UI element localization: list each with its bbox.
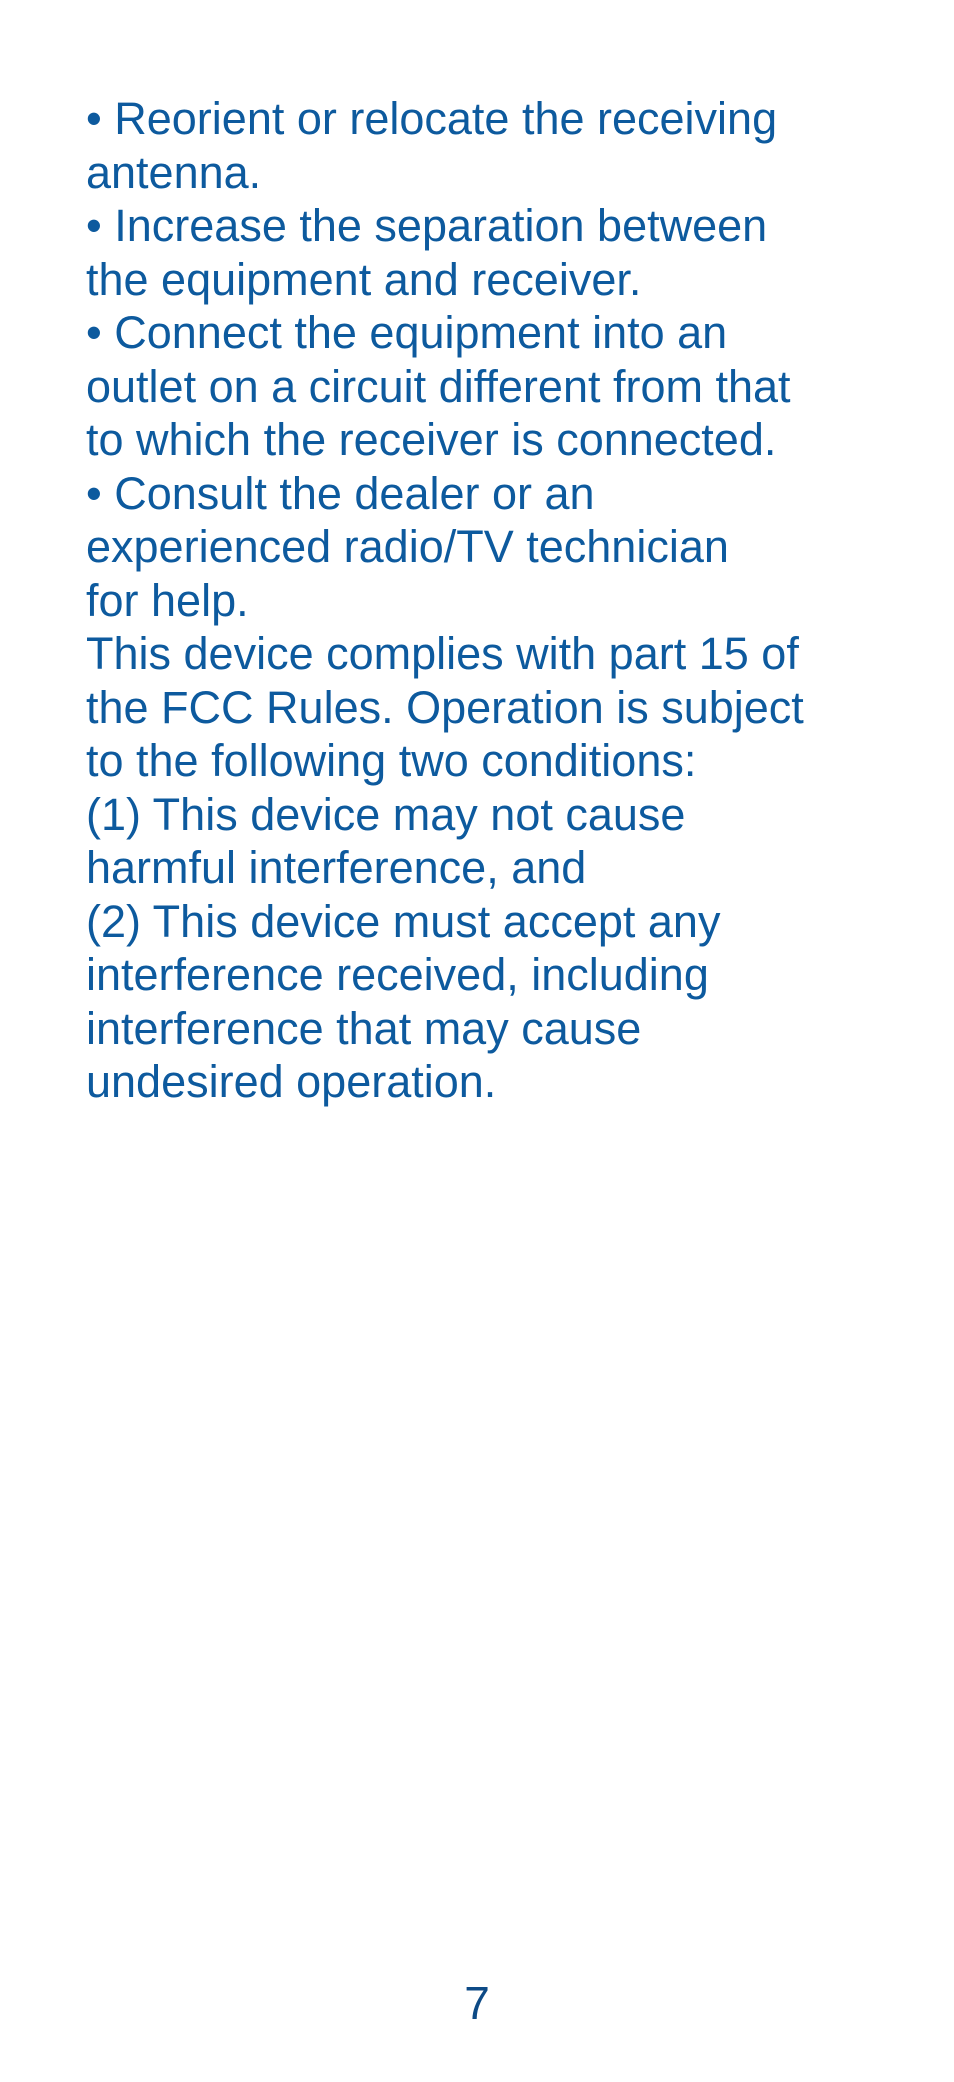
- condition-2-line-4: undesired operation.: [86, 1056, 497, 1107]
- bullet-connect-outlet-line-1: • Connect the equipment into an: [86, 307, 728, 358]
- condition-2-line-3: interference that may cause: [86, 1002, 642, 1054]
- bullet-consult-dealer-line-1: • Consult the dealer or an: [86, 467, 595, 519]
- fcc-statement-line-3: to the following two conditions:: [86, 735, 697, 786]
- condition-2-line-1: (2) This device must accept any: [86, 895, 721, 947]
- condition-1-line-1: (1) This device may not cause: [86, 788, 686, 840]
- fcc-statement-line-1: This device complies with part 15 of: [86, 628, 799, 679]
- bullet-increase-separation-line-2: the equipment and receiver.: [86, 253, 642, 305]
- fcc-statement-line-2: the FCC Rules. Operation is subject: [86, 681, 804, 733]
- fcc-compliance-text: [86, 92, 886, 1109]
- bullet-consult-dealer-line-3: for help.: [86, 574, 249, 626]
- bullet-connect-outlet-line-2: outlet on a circuit different from that: [86, 360, 791, 412]
- bullet-consult-dealer-line-2: experienced radio/TV technician: [86, 521, 729, 572]
- condition-2-line-2: interference received, including: [86, 949, 709, 1000]
- bullet-increase-separation-line-1: • Increase the separation between: [86, 200, 768, 251]
- condition-1-line-2: harmful interference, and: [86, 842, 587, 893]
- bullet-reorient-antenna-line-2: antenna.: [86, 146, 262, 198]
- bullet-connect-outlet-line-3: to which the receiver is connected.: [86, 414, 777, 465]
- bullet-reorient-antenna-line-1: • Reorient or relocate the receiving: [86, 93, 778, 144]
- page-number: 7: [464, 1977, 490, 2029]
